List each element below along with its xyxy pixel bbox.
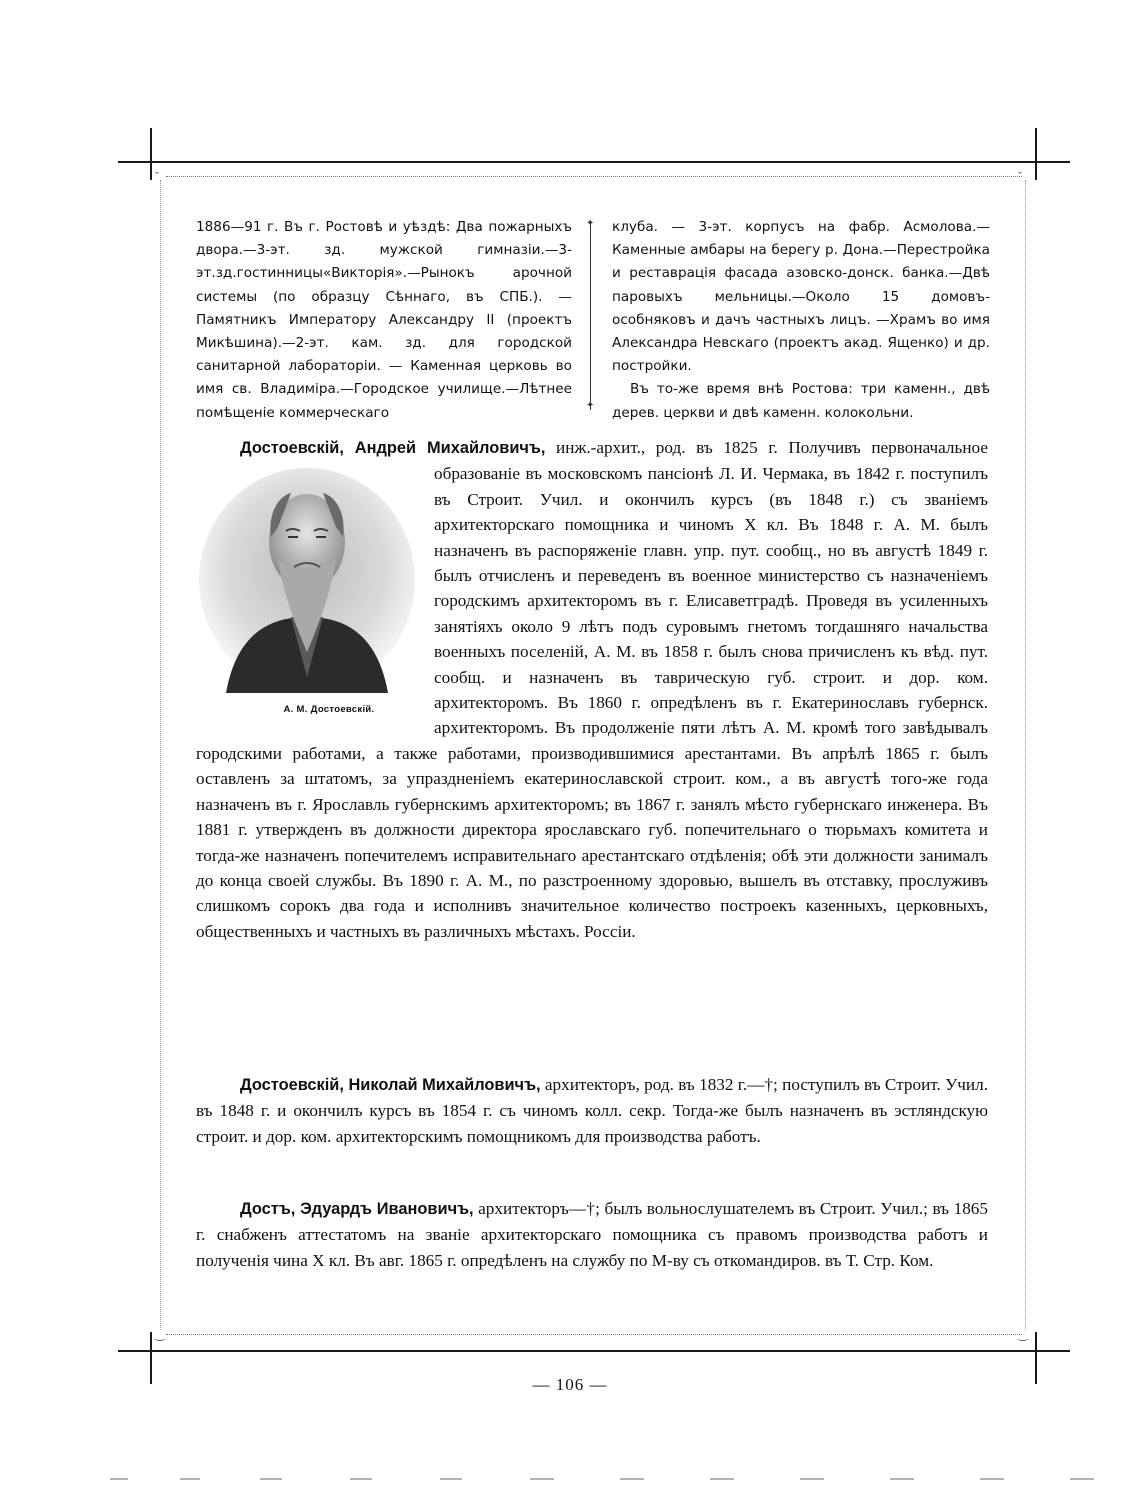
frame-right-upper-line (1035, 128, 1037, 180)
frame-inner-bottom (166, 1334, 1022, 1335)
article-3-name: Достъ, Эдуардъ Ивановичъ, (240, 1200, 474, 1218)
scan-artifact-dashes (110, 1476, 1110, 1482)
corner-ornament-bottom-right: ‿ (1018, 1327, 1028, 1341)
corner-ornament-top-right: ˇ (1018, 169, 1022, 183)
article-nikolai-dostoevsky (196, 1072, 988, 1149)
corner-ornament-bottom-left: ‿ (155, 1327, 165, 1341)
top-right-text-1: клуба. — 3-эт. корпусъ на фабр. Асмолова.— Каменные амбары на берегу р. Дона.—Перестройка и реставрація фасада азовско-донск. банка.—Двѣ паровыхъ мельницы.—Около 15 домовъ-особняковъ и дачъ частныхъ лицъ. —Храмъ во имя Александра Невскаго (проектъ акад. Ященко) и др. постройки. (612, 219, 990, 375)
article-3-text: архитекторъ—†; былъ вольнослушателемъ въ Строит. Учил.; въ 1865 г. снабженъ аттестатомъ на званіе архитекторскаго помощника съ правомъ производства работъ и полученія чина X кл. Въ авг. 1865 г. опредѣленъ на службу по М-ву съ откомандиров. въ Т. Стр. Ком. (196, 1199, 988, 1270)
column-divider (590, 224, 591, 410)
article-2-name: Достоевскій, Николай Михайловичъ, (240, 1076, 541, 1094)
frame-inner-right (1025, 180, 1026, 1330)
page-number: — 106 — (532, 1375, 608, 1394)
article-1-text: инж.-архит., род. въ 1825 г. Получивъ первоначальное образованіе въ московскомъ пансіонѣ Л. И. Чермака, въ 1842 г. (434, 438, 988, 484)
frame-bottom-line (118, 1350, 1070, 1352)
divider-top-mark: ✦ (586, 218, 595, 229)
frame-inner-left (160, 180, 161, 1330)
portrait-caption: А. М. Достоевскій. (283, 704, 375, 716)
frame-left-upper-line (150, 128, 152, 180)
frame-top-line (118, 161, 1070, 163)
article-2-text: архитекторъ, род. въ 1832 г.—†; поступилъ въ Строит. Учил. въ 1848 г. и окончилъ курсъ въ 1854 г. съ чиномъ колл. секр. Тогда-же былъ назначенъ въ эстляндскую строит. и дор. ком. архитекторскимъ помощникомъ для производства работъ. (196, 1075, 988, 1146)
article-1-name: Достоевскій, Андрей Михайловичъ, (240, 439, 546, 457)
article-andrei-dostoevsky (196, 435, 988, 944)
article-eduard-dost (196, 1196, 988, 1273)
divider-bottom-mark: ✦ (586, 400, 595, 411)
top-right-column (612, 216, 990, 425)
article-1-text-continued: поступилъ въ Строит. Учил. и окончилъ курсъ (въ 1848 г.) съ званіемъ архитекторскаго помощника и чиномъ X кл. Въ 1848 г. А. М. былъ назначенъ въ распоряженіе главн. упр. пут. сообщ., но въ августѣ 1849 г. былъ отчисленъ и переведенъ въ военное министерство съ назначеніемъ городскимъ архитекторомъ въ г. Елисаветградѣ. Проведя въ усиленныхъ занятіяхъ около 9 лѣтъ подъ суровымъ гнетомъ тогдашняго начальства военныхъ поселеній, А. М. въ 1858 г. былъ снова причисленъ къ вѣд. пут. сообщ. и назначенъ въ таврическую губ. строит. и дор. ком. архитекторомъ. Въ 1860 г. опредѣленъ въ г. Екатеринославъ губернск. архитекторомъ. Въ продолженіе пяти лѣтъ А. М. кромѣ того завѣдывалъ городскими работами, а также работами, производившимися арестантами. Въ апрѣлѣ 1865 г. былъ оставленъ за штатомъ, за упраздненіемъ екатеринославской строит. ком., а въ августѣ того-же года назначенъ въ г. Ярославль губернскимъ архитекторомъ; въ 1867 г. занялъ мѣсто губернскаго инженера. Въ 1881 г. утвержденъ въ должности директора ярославскаго губ. попечительнаго о тюрьмахъ комитета и тогда-же назначенъ попечителемъ исправительнаго арестантскаго отдѣленія; обѣ эти должности занималъ до конца своей службы. Въ 1890 г. А. М., по разстроенному здоровью, вышелъ въ отставку, прослуживъ слишкомъ сорокъ два года и исполнивъ значительное количество построекъ казенныхъ, церковныхъ, общественныхъ и частныхъ въ различныхъ мѣстахъ. Россіи. (196, 464, 988, 941)
top-left-text: 1886—91 г. Въ г. Ростовѣ и уѣздѣ: Два пожарныхъ двора.—3-эт. зд. мужской гимназіи.—3-эт.зд.гостинницы«Викторія».—Рынокъ арочной системы (по образцу Сѣннаго, въ СПБ.). —Памятникъ Императору Александру II (проектъ Микѣшина).—2-эт. кам. зд. для городской санитарной лабораторіи. — Каменная церковь во имя св. Владиміра.—Городское училище.—Лѣтнее помѣщеніе коммерческаго (196, 219, 572, 421)
portrait-figure (196, 467, 418, 717)
article-1-first-line (196, 435, 988, 944)
frame-inner-top (166, 176, 1022, 177)
portrait-image (196, 467, 418, 693)
top-left-column (196, 216, 572, 425)
top-right-text-2: Въ то-же время внѣ Ростова: три каменн., двѣ дерев. церкви и двѣ каменн. колокольни. (612, 381, 990, 421)
corner-ornament-top-left: ˇ (155, 169, 159, 183)
